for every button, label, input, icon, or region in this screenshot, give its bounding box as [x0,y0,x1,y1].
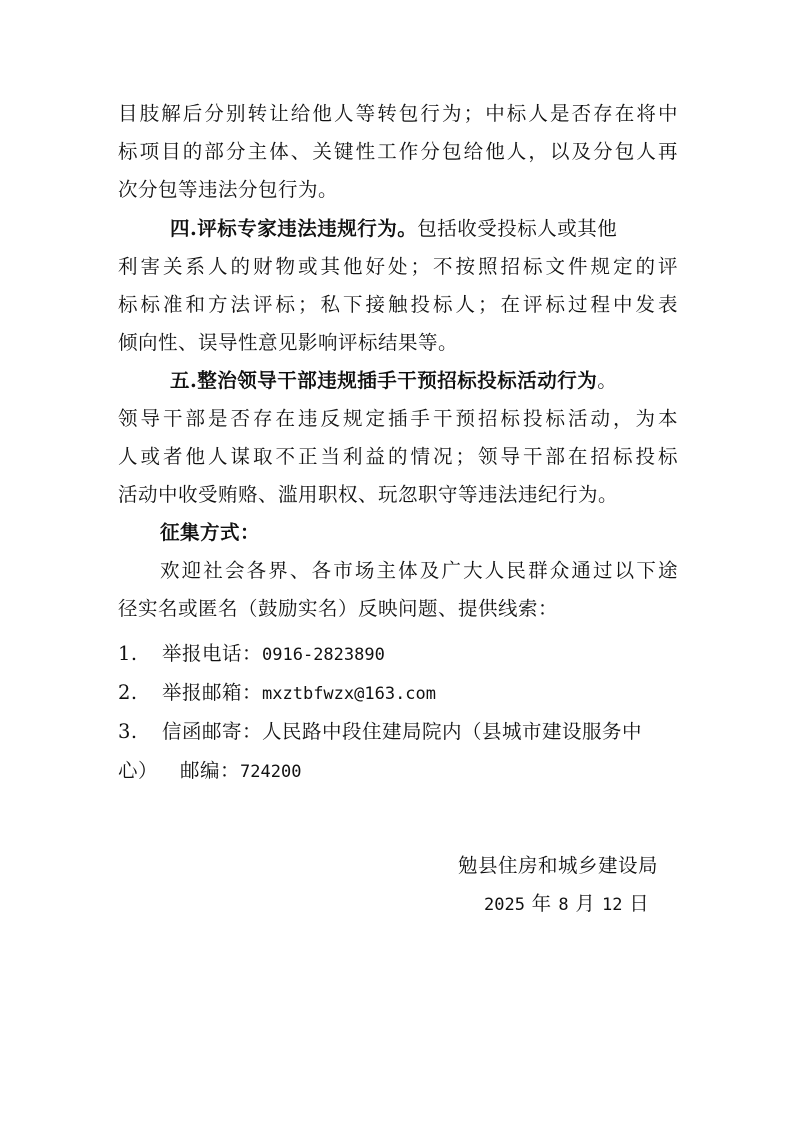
date-day: 12 [602,895,623,915]
collect-intro: 欢迎社会各界、各市场主体及广大人民群众通过以下途 [160,559,678,582]
item5-first-line [170,368,678,394]
item-label: 信函邮寄： [162,720,263,743]
date-day-char: 日 [629,892,650,915]
collect-intro: 径实名或匿名（鼓励实名）反映问题、提供线索： [118,597,559,620]
contact-mail-item [118,719,678,745]
para-line: 目肢解后分别转让给他人等转包行为；中标人是否存在将中 [118,102,678,125]
contact-phone-item [118,641,678,668]
contact-mail-cont [118,758,678,785]
item5-title-end: 。 [597,369,618,392]
para-line: 利害关系人的财物或其他好处；不按照招标文件规定的评 [118,255,678,278]
date-year: 2025 [484,895,525,915]
date-year-char: 年 [531,892,552,915]
item4-first-line [170,216,678,242]
para-line: 标项目的部分主体、关键性工作分包给他人，以及分包人再 [118,140,678,163]
para-line: 领导干部是否存在违反规定插手干预招标投标活动，为本 [118,407,678,430]
email-address: mxztbfwzx@163.com [262,684,437,704]
phone-number: 0916-2823890 [262,645,385,665]
postcode: 724200 [240,762,302,782]
signature-date [484,891,649,918]
collect-heading: 征集方式： [160,521,261,544]
item-label: 举报邮箱： [162,681,263,704]
date-month: 8 [558,895,569,915]
item-number: 2. [118,681,138,704]
item-label: 举报电话： [162,642,263,665]
item5-title: 五.整治领导干部违规插手干预招标投标活动行为 [170,369,598,392]
para-line: 倾向性、误导性意见影响评标结果等。 [118,331,459,354]
item-number: 3. [118,720,138,743]
postcode-label: 邮编： [180,759,241,782]
item4-text: 包括收受投标人或其他 [417,217,618,240]
mail-address-cont: 心） [118,759,159,782]
item4-title: 四.评标专家违法违规行为。 [170,217,418,240]
contact-email-item [118,680,678,707]
date-month-char: 月 [575,892,596,915]
item-number: 1. [118,642,138,665]
signature-org: 勉县住房和城乡建设局 [458,854,659,877]
para-line: 人或者他人谋取不正当利益的情况；领导干部在招标投标 [118,445,678,468]
para-line: 标标准和方法评标；私下接触投标人；在评标过程中发表 [118,293,678,316]
mail-address: 人民路中段住建局院内（县城市建设服务中 [262,720,643,743]
para-line: 活动中收受贿赂、滥用职权、玩忽职守等违法违纪行为。 [118,483,619,506]
para-line: 次分包等违法分包行为。 [118,178,339,201]
